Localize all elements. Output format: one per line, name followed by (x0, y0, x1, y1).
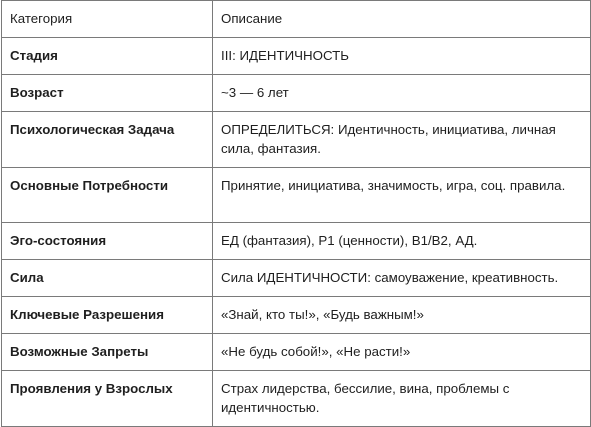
table-row (2, 297, 591, 334)
table-row (2, 260, 591, 297)
row-value-age: ~3 — 6 лет (213, 75, 591, 112)
row-value-ego-states: ЕД (фантазия), Р1 (ценности), В1/В2, АД. (213, 223, 591, 260)
row-key-adult-manifestations: Проявления у Взрослых (2, 371, 213, 427)
table-header (2, 1, 591, 38)
row-key-stage: Стадия (2, 38, 213, 75)
row-value-stage: III: ИДЕНТИЧНОСТЬ (213, 38, 591, 75)
table-row (2, 334, 591, 371)
row-key-ego-states: Эго-состояния (2, 223, 213, 260)
row-key-permissions: Ключевые Разрешения (2, 297, 213, 334)
table-row (2, 371, 591, 427)
header-category: Категория (2, 1, 213, 38)
row-key-strength: Сила (2, 260, 213, 297)
table-row (2, 168, 591, 223)
row-value-injunctions: «Не будь собой!», «Не расти!» (213, 334, 591, 371)
row-key-psych-task: Психологическая Задача (2, 112, 213, 168)
table-row (2, 112, 591, 168)
table-row (2, 38, 591, 75)
row-value-permissions: «Знай, кто ты!», «Будь важным!» (213, 297, 591, 334)
row-key-needs: Основные Потребности (2, 168, 213, 223)
header-description: Описание (213, 1, 591, 38)
row-value-needs: Принятие, инициатива, значимость, игра, соц. правила. (213, 168, 591, 223)
row-value-strength: Сила ИДЕНТИЧНОСТИ: самоуважение, креативность. (213, 260, 591, 297)
info-table (1, 0, 591, 427)
table-row (2, 223, 591, 260)
row-value-adult-manifestations: Страх лидерства, бессилие, вина, проблемы с идентичностью. (213, 371, 591, 427)
row-value-psych-task: ОПРЕДЕЛИТЬСЯ: Идентичность, инициатива, личная сила, фантазия. (213, 112, 591, 168)
table-row (2, 75, 591, 112)
row-key-age: Возраст (2, 75, 213, 112)
row-key-injunctions: Возможные Запреты (2, 334, 213, 371)
